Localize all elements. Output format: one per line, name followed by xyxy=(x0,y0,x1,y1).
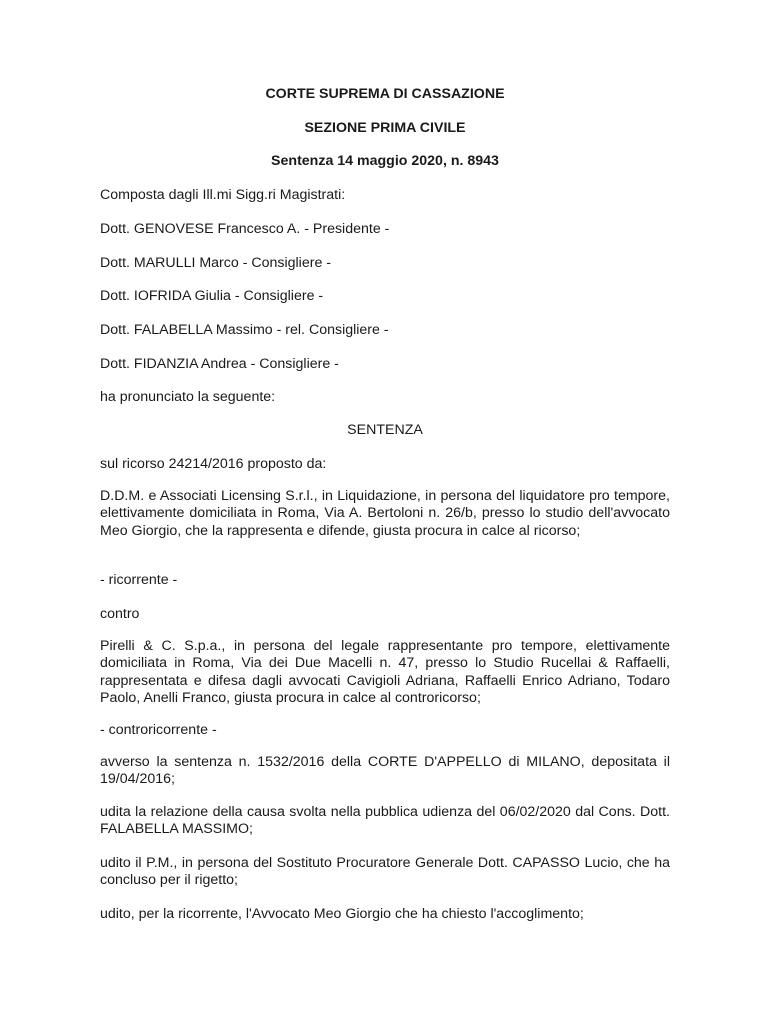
report-paragraph: udita la relazione della causa svolta nella pubblica udienza del 06/02/2020 dal Cons. Dott. FALABELLA MASSIMO; xyxy=(100,804,670,838)
section-title: SEZIONE PRIMA CIVILE xyxy=(304,120,466,136)
judge-line: Dott. MARULLI Marco - Consigliere - xyxy=(100,255,332,271)
judge-line: Dott. FIDANZIA Andrea - Consigliere - xyxy=(100,356,339,372)
appeal-line: sul ricorso 24214/2016 proposto da: xyxy=(100,456,327,472)
appellant-role: - ricorrente - xyxy=(100,572,178,588)
respondent-paragraph: Pirelli & C. S.p.a., in persona del legale rappresentante pro tempore, elettivamente domiciliata in Roma, Via dei Due Macelli n. 47, presso lo Studio Rucellai & Raffaelli, rappresentata e difesa dagli avvocati Cavigioli Adriana, Raffaelli Enrico Adriano, Todaro Paolo, Anelli Franco, giusta procura in calce al controricorso; xyxy=(100,638,670,706)
respondent-role: - controricorrente - xyxy=(100,722,217,738)
court-title: CORTE SUPREMA DI CASSAZIONE xyxy=(265,86,505,102)
lawyer-line: udito, per la ricorrente, l'Avvocato Meo Giorgio che ha chiesto l'accoglimento; xyxy=(100,906,584,922)
against-line: contro xyxy=(100,606,140,622)
pm-paragraph: udito il P.M., in persona del Sostituto Procuratore Generale Dott. CAPASSO Lucio, che ha concluso per il rigetto; xyxy=(100,855,670,889)
pronounced-line: ha pronunciato la seguente: xyxy=(100,389,276,405)
judge-line: Dott. FALABELLA Massimo - rel. Consigliere - xyxy=(100,322,389,338)
sentenza-heading: SENTENZA xyxy=(347,422,423,438)
composition-intro: Composta dagli Ill.mi Sigg.ri Magistrati: xyxy=(100,187,346,203)
against-judgment-paragraph: avverso la sentenza n. 1532/2016 della CORTE D'APPELLO di MILANO, depositata il 19/04/2016; xyxy=(100,754,670,788)
judge-line: Dott. GENOVESE Francesco A. - Presidente - xyxy=(100,221,390,237)
appellant-paragraph: D.D.M. e Associati Licensing S.r.l., in Liquidazione, in persona del liquidatore pro tempore, elettivamente domiciliata in Roma, Via A. Bertoloni n. 26/b, presso lo studio dell'avvocato Meo Giorgio, che la rappresenta e difende, giusta procura in calce al ricorso; xyxy=(100,488,670,539)
judge-line: Dott. IOFRIDA Giulia - Consigliere - xyxy=(100,288,324,304)
judgment-title: Sentenza 14 maggio 2020, n. 8943 xyxy=(271,153,499,169)
